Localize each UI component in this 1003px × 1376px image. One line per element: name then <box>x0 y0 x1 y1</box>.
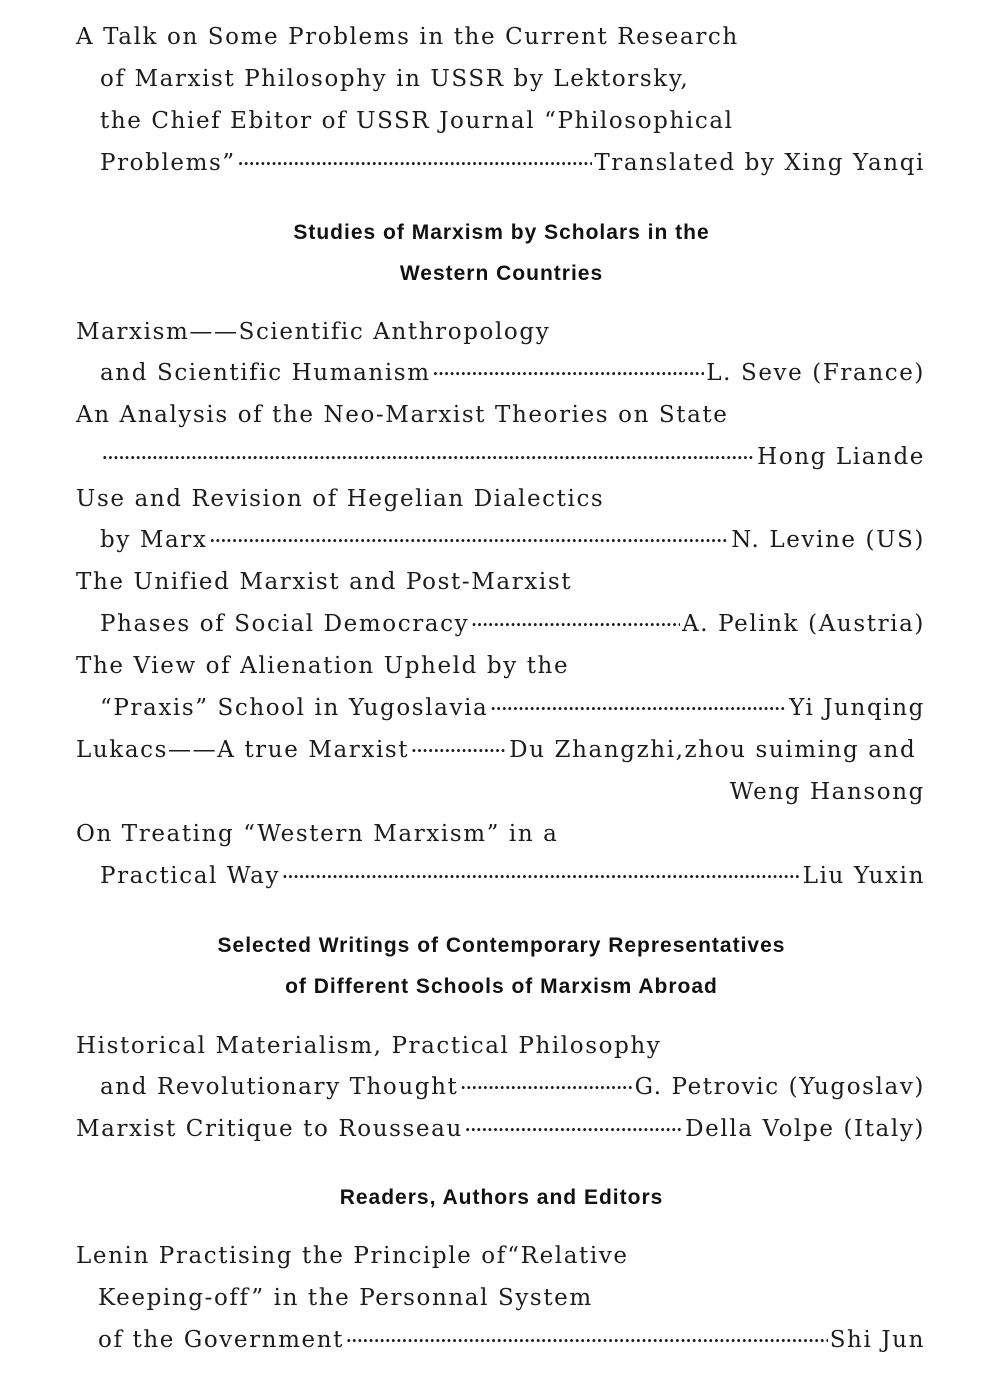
entry-title-line: Marxism——Scientific Anthropology <box>76 319 551 345</box>
entry-title-line: and Scientific Humanism <box>100 360 431 386</box>
entry-title-line: The Unified Marxist and Post-Marxist <box>76 569 573 595</box>
entry-author: Translated by Xing Yanqi <box>594 150 925 176</box>
toc-entry-row <box>100 693 925 725</box>
toc-entry-row <box>100 525 925 557</box>
entry-author: Della Volpe (Italy) <box>685 1116 925 1142</box>
toc-entry-row <box>76 735 925 767</box>
toc-entry-row <box>100 1072 925 1104</box>
entry-title-line: Marxist Critique to Rousseau <box>76 1116 463 1142</box>
entry-title-line: Phases of Social Democracy <box>100 611 470 637</box>
dot-leader <box>433 357 705 389</box>
entry-title-line: by Marx <box>100 527 208 553</box>
entry-author: Du Zhangzhi,zhou suiming and <box>509 737 917 763</box>
dot-leader <box>490 692 787 724</box>
entry-title-line: Keeping-off” in the Personnal System <box>98 1285 593 1311</box>
entry-title-line: An Analysis of the Neo-Marxist Theories on State <box>76 402 729 428</box>
toc-entry-row <box>98 1325 925 1357</box>
entry-title-line: Problems” <box>100 150 236 176</box>
entry-author: L. Seve (France) <box>706 360 925 386</box>
entry-author: G. Petrovic (Yugoslav) <box>634 1074 925 1100</box>
section-heading: Selected Writings of Contemporary Representatives <box>217 934 786 957</box>
entry-author: Weng Hansong <box>729 779 925 805</box>
entry-title-line: A Talk on Some Problems in the Current Research <box>76 24 739 50</box>
section-heading: Studies of Marxism by Scholars in the <box>293 221 710 244</box>
entry-title-line: and Revolutionary Thought <box>100 1074 459 1100</box>
dot-leader <box>346 1324 828 1356</box>
entry-title-line: Use and Revision of Hegelian Dialectics <box>76 486 605 512</box>
dot-leader <box>238 147 593 179</box>
entry-author: Hong Liande <box>757 444 925 470</box>
dot-leader <box>460 1071 632 1103</box>
entry-author: Shi Jun <box>829 1327 925 1353</box>
entry-title-line: of the Government <box>98 1327 344 1353</box>
dot-leader <box>102 441 755 473</box>
dot-leader <box>465 1113 683 1145</box>
entry-author: A. Pelink (Austria) <box>682 611 925 637</box>
toc-entry-row <box>100 358 925 390</box>
entry-author: N. Levine (US) <box>731 527 925 553</box>
section-heading: Readers, Authors and Editors <box>339 1186 664 1209</box>
dot-leader <box>411 734 507 766</box>
entry-title-line: The View of Alienation Upheld by the <box>76 653 570 679</box>
toc-entry-row <box>100 442 925 474</box>
entry-title-line: the Chief Ebitor of USSR Journal “Philosophical <box>100 108 734 134</box>
dot-leader <box>282 860 801 892</box>
entry-author: Liu Yuxin <box>802 863 925 889</box>
section-heading: of Different Schools of Marxism Abroad <box>285 975 718 998</box>
entry-title-line: On Treating “Western Marxism” in a <box>76 821 559 847</box>
entry-title-line: Practical Way <box>100 863 281 889</box>
dot-leader <box>209 524 729 556</box>
dot-leader <box>471 608 680 640</box>
toc-entry-row <box>100 609 925 641</box>
toc-entry-row <box>100 861 925 893</box>
entry-title-line: Historical Materialism, Practical Philosophy <box>76 1033 662 1059</box>
entry-title-line: Lenin Practising the Principle of“Relative <box>76 1243 629 1269</box>
toc-entry-row <box>100 148 925 180</box>
section-heading: Western Countries <box>399 262 604 285</box>
entry-title-line: of Marxist Philosophy in USSR by Lektorsky, <box>100 66 690 92</box>
entry-title-line: Lukacs——A true Marxist <box>76 737 410 763</box>
entry-author: Yi Junqing <box>789 695 925 721</box>
entry-title-line: “Praxis” School in Yugoslavia <box>100 695 489 721</box>
toc-entry-row <box>76 1114 925 1146</box>
